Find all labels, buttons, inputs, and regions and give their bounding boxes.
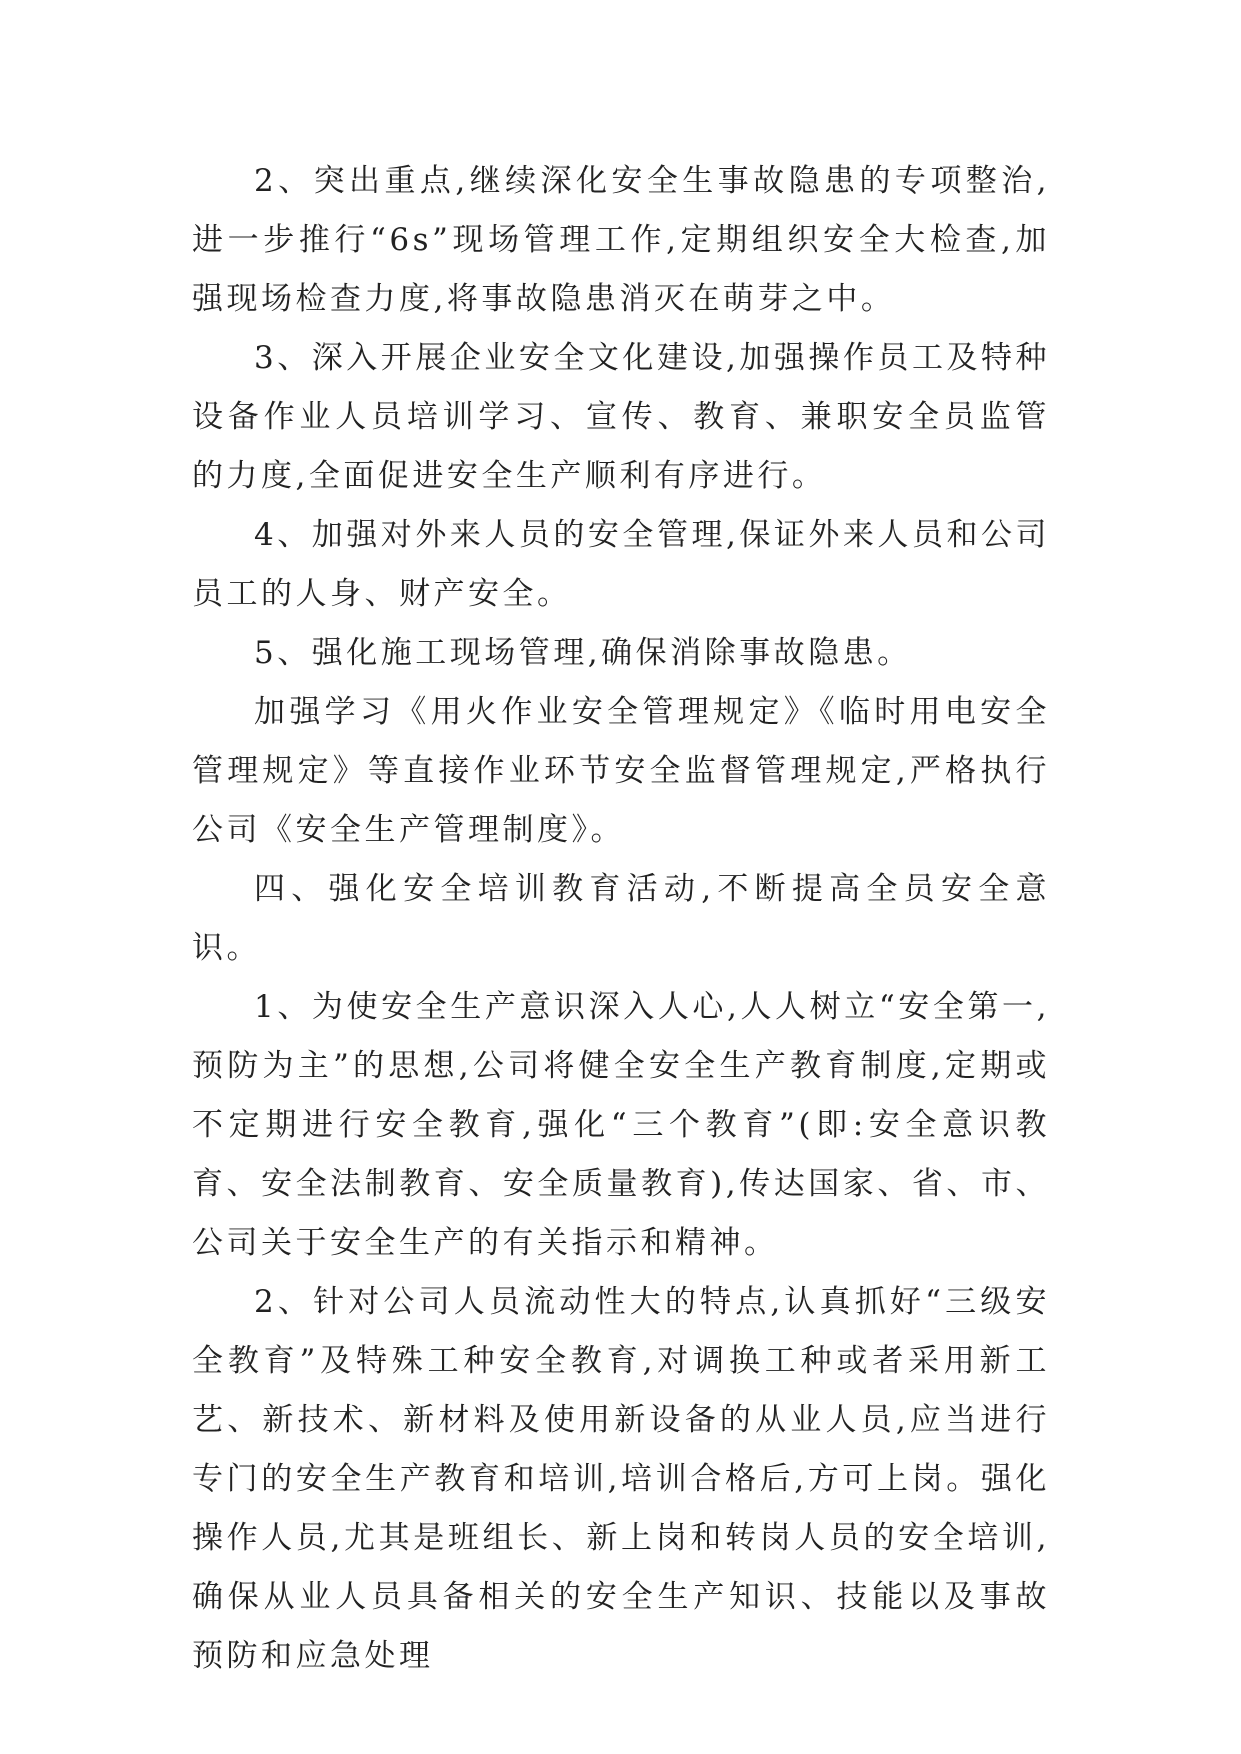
- paragraph: 加强学习《用火作业安全管理规定》《临时用电安全管理规定》等直接作业环节安全监督管理规定,严格执行公司《安全生产管理制度》。: [192, 694, 1050, 848]
- section-heading: 四、强化安全培训教育活动,不断提高全员安全意识。: [192, 871, 1050, 966]
- paragraph: 5、强化施工现场管理,确保消除事故隐患。: [254, 635, 912, 671]
- paragraph: 2、针对公司人员流动性大的特点,认真抓好“三级安全教育”及特殊工种安全教育,对调换工种或者采用新工艺、新技术、新材料及使用新设备的从业人员,应当进行专门的安全生产教育和培训,培训合格后,方可上岗。强化操作人员,尤其是班组长、新上岗和转岗人员的安全培训,确保从业人员具备相关的安全生产知识、技能以及事故预防和应急处理: [192, 1284, 1050, 1674]
- paragraph: 4、加强对外来人员的安全管理,保证外来人员和公司员工的人身、财产安全。: [192, 517, 1050, 612]
- document-body: [192, 152, 1050, 1686]
- paragraph: 3、深入开展企业安全文化建设,加强操作员工及特种设备作业人员培训学习、宣传、教育、兼职安全员监管的力度,全面促进安全生产顺利有序进行。: [192, 340, 1050, 494]
- paragraph: 2、突出重点,继续深化安全生事故隐患的专项整治,进一步推行“6s”现场管理工作,定期组织安全大检查,加强现场检查力度,将事故隐患消灭在萌芽之中。: [192, 163, 1050, 317]
- paragraph: 1、为使安全生产意识深入人心,人人树立“安全第一,预防为主”的思想,公司将健全安全生产教育制度,定期或不定期进行安全教育,强化“三个教育”(即:安全意识教育、安全法制教育、安全质量教育),传达国家、省、市、公司关于安全生产的有关指示和精神。: [192, 989, 1050, 1261]
